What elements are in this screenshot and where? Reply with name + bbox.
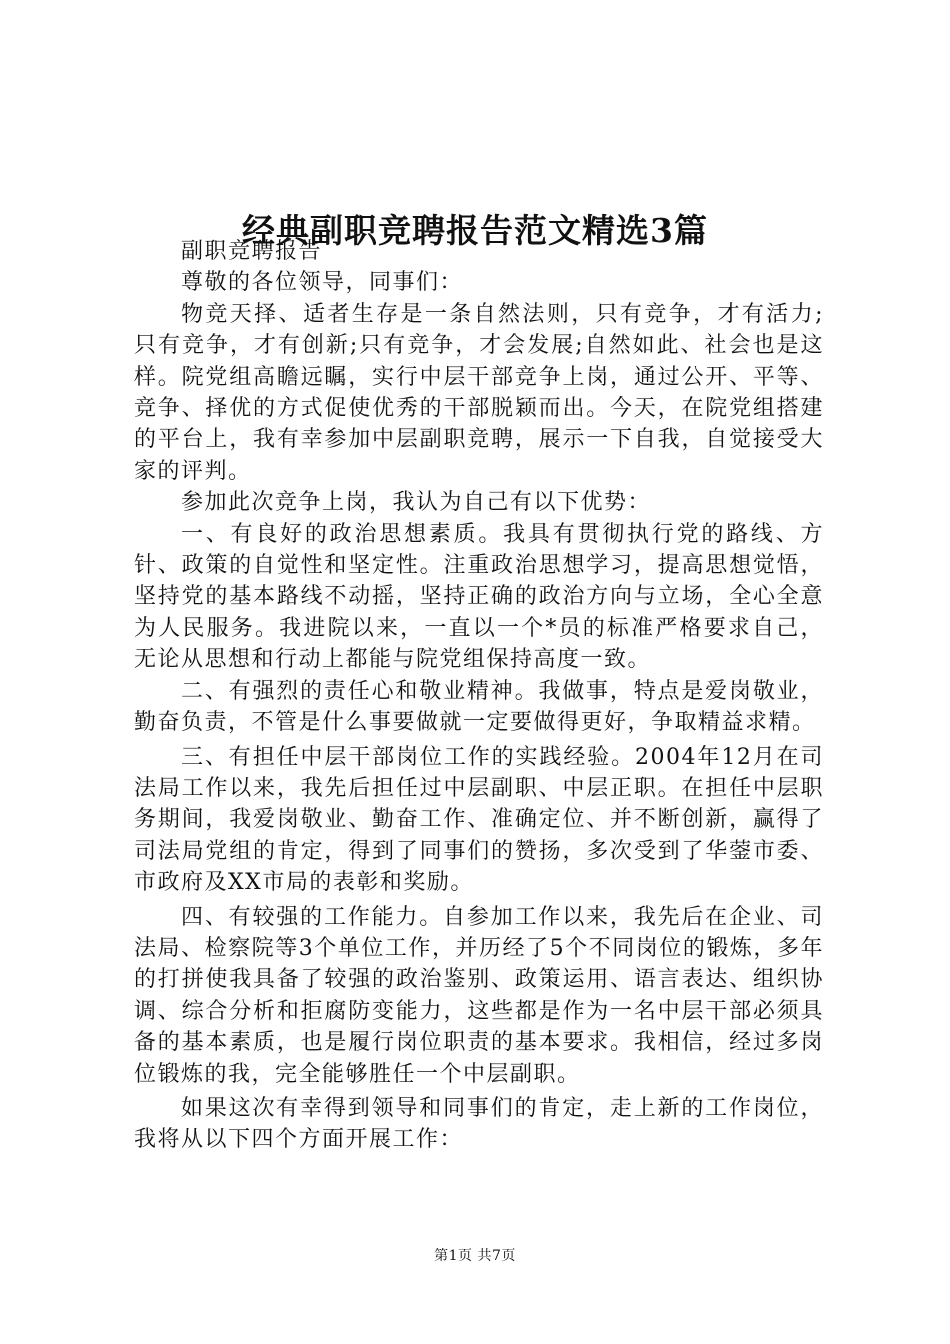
paragraph-advantages-lead: 参加此次竞争上岗，我认为自己有以下优势： [181, 490, 652, 516]
document-body [134, 236, 824, 1156]
document-title: 经典副职竞聘报告范文精选3篇 [242, 211, 708, 251]
page-number-footer: 第1页 共7页 [434, 1248, 516, 1264]
paragraph-advantage-1: 一、有良好的政治思想素质。我具有贯彻执行党的路线、方针、政策的自觉性和坚定性。注重政治思想学习，提高思想觉悟，坚持党的基本路线不动摇，坚持正确的政治方向与立场，全心全意为人民服务。我进院以来，一直以一个*员的标准严格要求自己，无论从思想和行动上都能与院党组保持高度一致。 [134, 521, 824, 673]
paragraph-closing: 如果这次有幸得到领导和同事们的肯定，走上新的工作岗位，我将从以下四个方面开展工作： [134, 1095, 824, 1153]
paragraph-subtitle: 副职竞聘报告 [181, 239, 323, 264]
paragraph-advantage-3: 三、有担任中层干部岗位工作的实践经验。2004年12月在司法局工作以来，我先后担任过中层副职、中层正职。在担任中层职务期间，我爱岗敬业、勤奋工作、准确定位、并不断创新，赢得了司法局党组的肯定，得到了同事们的赞扬，多次受到了华蓥市委、市政府及XX市局的表彰和奖励。 [134, 744, 824, 896]
paragraph-advantage-4: 四、有较强的工作能力。自参加工作以来，我先后在企业、司法局、检察院等3个单位工作，并历经了5个不同岗位的锻炼，多年的打拼使我具备了较强的政治鉴别、政策运用、语言表达、组织协调、综合分析和拒腐防变能力，这些都是作为一名中层干部必须具备的基本素质，也是履行岗位职责的基本要求。我相信，经过多岗位锻炼的我，完全能够胜任一个中层副职。 [134, 904, 824, 1087]
paragraph-advantage-2: 二、有强烈的责任心和敬业精神。我做事，特点是爱岗敬业，勤奋负责，不管是什么事要做就一定要做得更好，争取精益求精。 [134, 678, 824, 736]
paragraph-salutation: 尊敬的各位领导，同事们： [181, 270, 464, 296]
paragraph-intro: 物竞天择、适者生存是一条自然法则，只有竞争，才有活力;只有竞争，才有创新;只有竞争，才会发展;自然如此、社会也是这样。院党组高瞻远瞩，实行中层干部竞争上岗，通过公开、平等、竞争、择优的方式促使优秀的干部脱颖而出。今天，在院党组搭建的平台上，我有幸参加中层副职竞聘，展示一下自我，自觉接受大家的评判。 [134, 301, 824, 484]
